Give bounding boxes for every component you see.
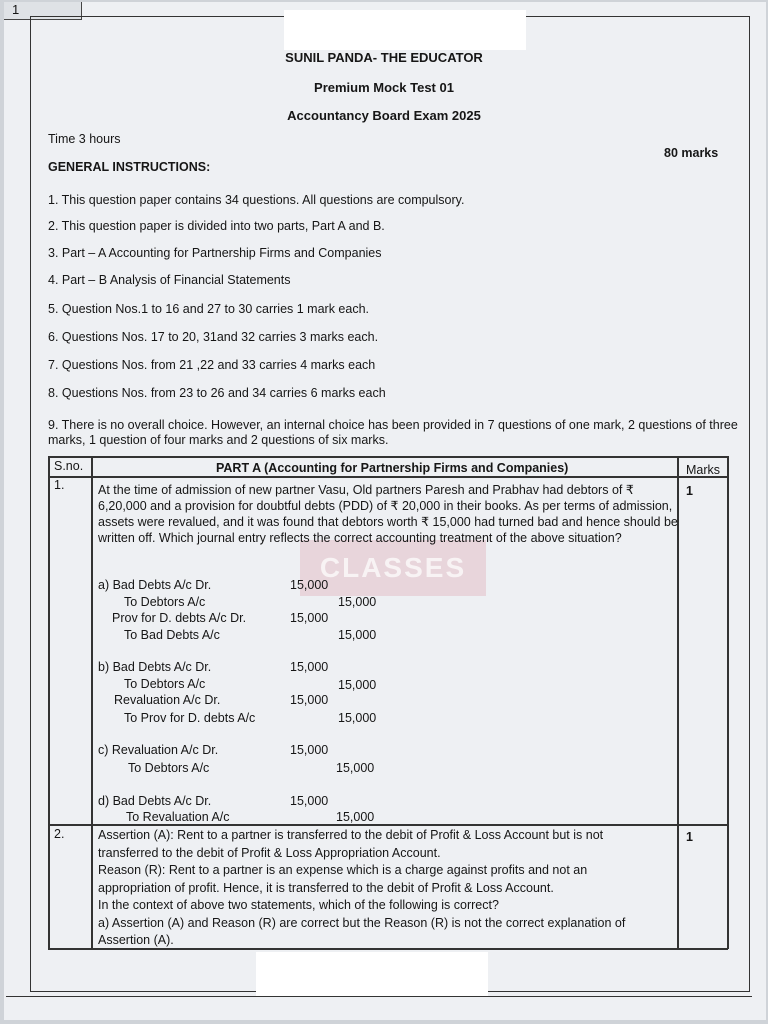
paper-subtitle: Premium Mock Test 01	[314, 80, 454, 95]
instructions-heading: GENERAL INSTRUCTIONS:	[48, 160, 211, 174]
option-b-entry: Revaluation A/c Dr.	[114, 693, 221, 707]
option-b-entry: To Debtors A/c	[124, 677, 206, 691]
option-b-amount: 15,000	[290, 660, 329, 674]
question-marks: 1	[686, 830, 693, 844]
question-text-line: a) Assertion (A) and Reason (R) are correct but the Reason (R) is not the correct explanation of	[98, 916, 626, 930]
option-a-amount: 15,000	[338, 595, 377, 609]
option-a-amount: 15,000	[338, 628, 377, 642]
instruction-item: 2. This question paper is divided into two parts, Part A and B.	[48, 219, 385, 233]
bottom-border-line	[6, 996, 752, 997]
instruction-item: 7. Questions Nos. from 21 ,22 and 33 carries 4 marks each	[48, 358, 376, 372]
question-text-line: Reason (R): Rent to a partner is an expense which is a charge against profits and not an	[98, 863, 588, 877]
option-b-entry: To Prov for D. debts A/c	[124, 711, 256, 725]
paper-title: SUNIL PANDA- THE EDUCATOR	[285, 50, 483, 65]
table-bottom-border	[48, 948, 728, 950]
instruction-item: 6. Questions Nos. 17 to 20, 31and 32 carries 3 marks each.	[48, 330, 379, 344]
redaction-box-bottom	[256, 952, 488, 996]
question-number: 2.	[54, 827, 65, 841]
question-number: 1.	[54, 478, 65, 492]
table-left-border	[48, 456, 50, 949]
redaction-box-top	[284, 10, 526, 50]
page-tab: 1	[4, 2, 82, 20]
column-header-sno: S.no.	[54, 459, 84, 473]
option-a-entry: To Debtors A/c	[124, 595, 206, 609]
instruction-item: 8. Questions Nos. from 23 to 26 and 34 carries 6 marks each	[48, 386, 386, 400]
table-right-border	[727, 456, 729, 949]
time-allowed: Time 3 hours	[48, 132, 121, 146]
question-text-line: transferred to the debit of Profit & Loss Appropriation Account.	[98, 846, 441, 860]
option-a-entry: To Bad Debts A/c	[124, 628, 220, 642]
question-text-line: Assertion (A).	[98, 933, 174, 947]
option-d-entry: d) Bad Debts A/c Dr.	[98, 794, 212, 808]
option-d-amount: 15,000	[290, 794, 329, 808]
option-d-amount: 15,000	[336, 810, 375, 824]
option-c-entry: c) Revaluation A/c Dr.	[98, 743, 219, 757]
column-header-marks: Marks	[686, 463, 721, 477]
option-b-entry: b) Bad Debts A/c Dr.	[98, 660, 212, 674]
option-b-amount: 15,000	[338, 678, 377, 692]
watermark-logo: CLASSES	[300, 540, 486, 596]
question-text: At the time of admission of new partner Vasu, Old partners Paresh and Prabhav had debtors of ₹ 6,20,000 and a provision for doubtful debts (PDD) of ₹ 20,000 in their books. As per terms of admission, assets were revalued, and it was found that debtors worth ₹ 15,000 had turned bad and hence should be written off. Which journal entry reflects the correct accounting treatment of the above situation?	[98, 483, 678, 545]
option-b-amount: 15,000	[290, 693, 329, 707]
total-marks: 80 marks	[664, 146, 719, 160]
table-top-border	[48, 456, 728, 458]
question-text-line: appropriation of profit. Hence, it is transferred to the debit of Profit & Loss Account.	[98, 881, 554, 895]
option-a-entry: Prov for D. debts A/c Dr.	[112, 611, 247, 625]
option-a-amount: 15,000	[290, 578, 329, 592]
option-c-amount: 15,000	[336, 761, 375, 775]
option-a-entry: a) Bad Debts A/c Dr.	[98, 578, 212, 592]
column-header-part: PART A (Accounting for Partnership Firms and Companies)	[216, 461, 569, 475]
instruction-item: 4. Part – B Analysis of Financial Statements	[48, 273, 291, 287]
instruction-item: 1. This question paper contains 34 questions. All questions are compulsory.	[48, 193, 465, 207]
table-row-border	[48, 824, 728, 826]
option-d-entry: To Revaluation A/c	[126, 810, 230, 824]
instruction-item: 5. Question Nos.1 to 16 and 27 to 30 carries 1 mark each.	[48, 302, 370, 316]
table-header-border	[48, 476, 728, 478]
option-a-amount: 15,000	[290, 611, 329, 625]
instruction-item: 9. There is no overall choice. However, an internal choice has been provided in 7 questions of one mark, 2 questions of three marks, 1 question of four marks and 2 questions of six marks.	[48, 418, 738, 447]
table-sno-divider	[91, 456, 93, 949]
option-b-amount: 15,000	[338, 711, 377, 725]
question-marks: 1	[686, 484, 693, 498]
question-text-line: In the context of above two statements, which of the following is correct?	[98, 898, 499, 912]
exam-name: Accountancy Board Exam 2025	[287, 108, 481, 123]
question-text-line: Assertion (A): Rent to a partner is transferred to the debit of Profit & Loss Account but is not	[98, 828, 604, 842]
option-c-amount: 15,000	[290, 743, 329, 757]
option-c-entry: To Debtors A/c	[128, 761, 210, 775]
instruction-item: 3. Part – A Accounting for Partnership Firms and Companies	[48, 246, 382, 260]
